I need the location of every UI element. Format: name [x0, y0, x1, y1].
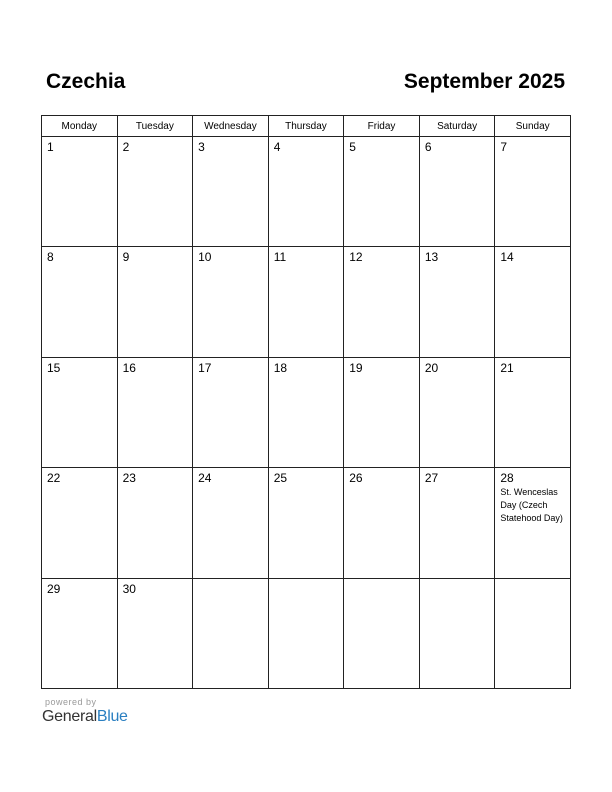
calendar-grid [41, 115, 571, 689]
day-cell [117, 247, 193, 357]
day-number: 27 [424, 471, 439, 486]
weekday-header: Friday [344, 116, 420, 137]
day-number: 16 [122, 360, 136, 375]
day-number: 23 [122, 471, 136, 486]
day-cell [344, 468, 420, 578]
weekday-header: Sunday [495, 116, 571, 137]
day-cell [117, 357, 193, 467]
day-number: 19 [349, 360, 363, 375]
week-row [42, 468, 571, 578]
day-cell [344, 357, 420, 467]
day-number: 28 [500, 471, 514, 486]
holiday-label: St. Wenceslas Day (Czech Statehood Day) [500, 487, 563, 524]
day-cell [42, 137, 118, 247]
day-cell [117, 578, 193, 688]
day-number: 24 [198, 471, 212, 486]
day-number: 21 [500, 360, 514, 375]
country-title: Czechia [46, 70, 126, 93]
day-number: 22 [47, 471, 61, 486]
day-cell [495, 247, 571, 357]
day-number: 11 [273, 250, 287, 265]
day-cell-empty [268, 578, 344, 688]
day-cell [268, 247, 344, 357]
day-cell [42, 247, 118, 357]
day-number: 15 [47, 360, 61, 375]
day-number: 10 [198, 250, 212, 265]
week-row [42, 578, 571, 688]
day-number: 30 [122, 581, 136, 596]
brand-general: General [42, 708, 97, 725]
day-number: 29 [47, 581, 61, 596]
day-number: 2 [122, 140, 130, 154]
day-number: 5 [349, 140, 356, 154]
day-cell-empty [193, 578, 269, 688]
day-number: 13 [424, 250, 439, 265]
day-number: 1 [47, 140, 54, 154]
day-cell [42, 468, 118, 578]
day-number: 18 [273, 360, 288, 375]
day-cell [117, 468, 193, 578]
day-cell [419, 357, 495, 467]
day-cell [344, 247, 420, 357]
week-row [42, 137, 571, 247]
day-number: 4 [273, 140, 281, 154]
day-cell [193, 357, 269, 467]
day-number: 6 [424, 140, 432, 154]
day-number: 20 [424, 360, 439, 375]
weekday-header: Saturday [419, 116, 495, 137]
day-cell [268, 468, 344, 578]
day-cell-empty [419, 578, 495, 688]
generalblue-logo[interactable] [42, 708, 128, 726]
weekday-header-row [42, 116, 571, 137]
weekday-header: Thursday [268, 116, 344, 137]
day-number: 17 [198, 360, 212, 375]
week-row [42, 357, 571, 467]
day-number: 9 [122, 250, 130, 265]
weekday-header: Wednesday [193, 116, 269, 137]
day-number: 3 [198, 140, 205, 154]
day-cell [344, 137, 420, 247]
day-cell [495, 357, 571, 467]
day-cell [42, 578, 118, 688]
day-number: 25 [273, 471, 288, 486]
weekday-header: Tuesday [117, 116, 193, 137]
day-number: 26 [349, 471, 363, 486]
day-cell [193, 137, 269, 247]
day-number: 8 [47, 250, 54, 265]
weekday-header: Monday [42, 116, 118, 137]
powered-by-text: powered by [45, 697, 97, 707]
day-number: 7 [500, 140, 508, 154]
week-row [42, 247, 571, 357]
day-cell [495, 137, 571, 247]
day-number: 12 [349, 250, 363, 265]
day-cell [419, 468, 495, 578]
day-cell [117, 137, 193, 247]
day-cell [419, 247, 495, 357]
day-cell [268, 357, 344, 467]
day-number: 14 [500, 250, 514, 265]
day-cell [42, 357, 118, 467]
month-year-title: September 2025 [403, 70, 565, 93]
day-cell-holiday [495, 468, 571, 578]
day-cell [419, 137, 495, 247]
day-cell-empty [495, 578, 571, 688]
day-cell [268, 137, 344, 247]
brand-blue: Blue [96, 708, 128, 725]
day-cell [193, 247, 269, 357]
day-cell [193, 468, 269, 578]
day-cell-empty [344, 578, 420, 688]
